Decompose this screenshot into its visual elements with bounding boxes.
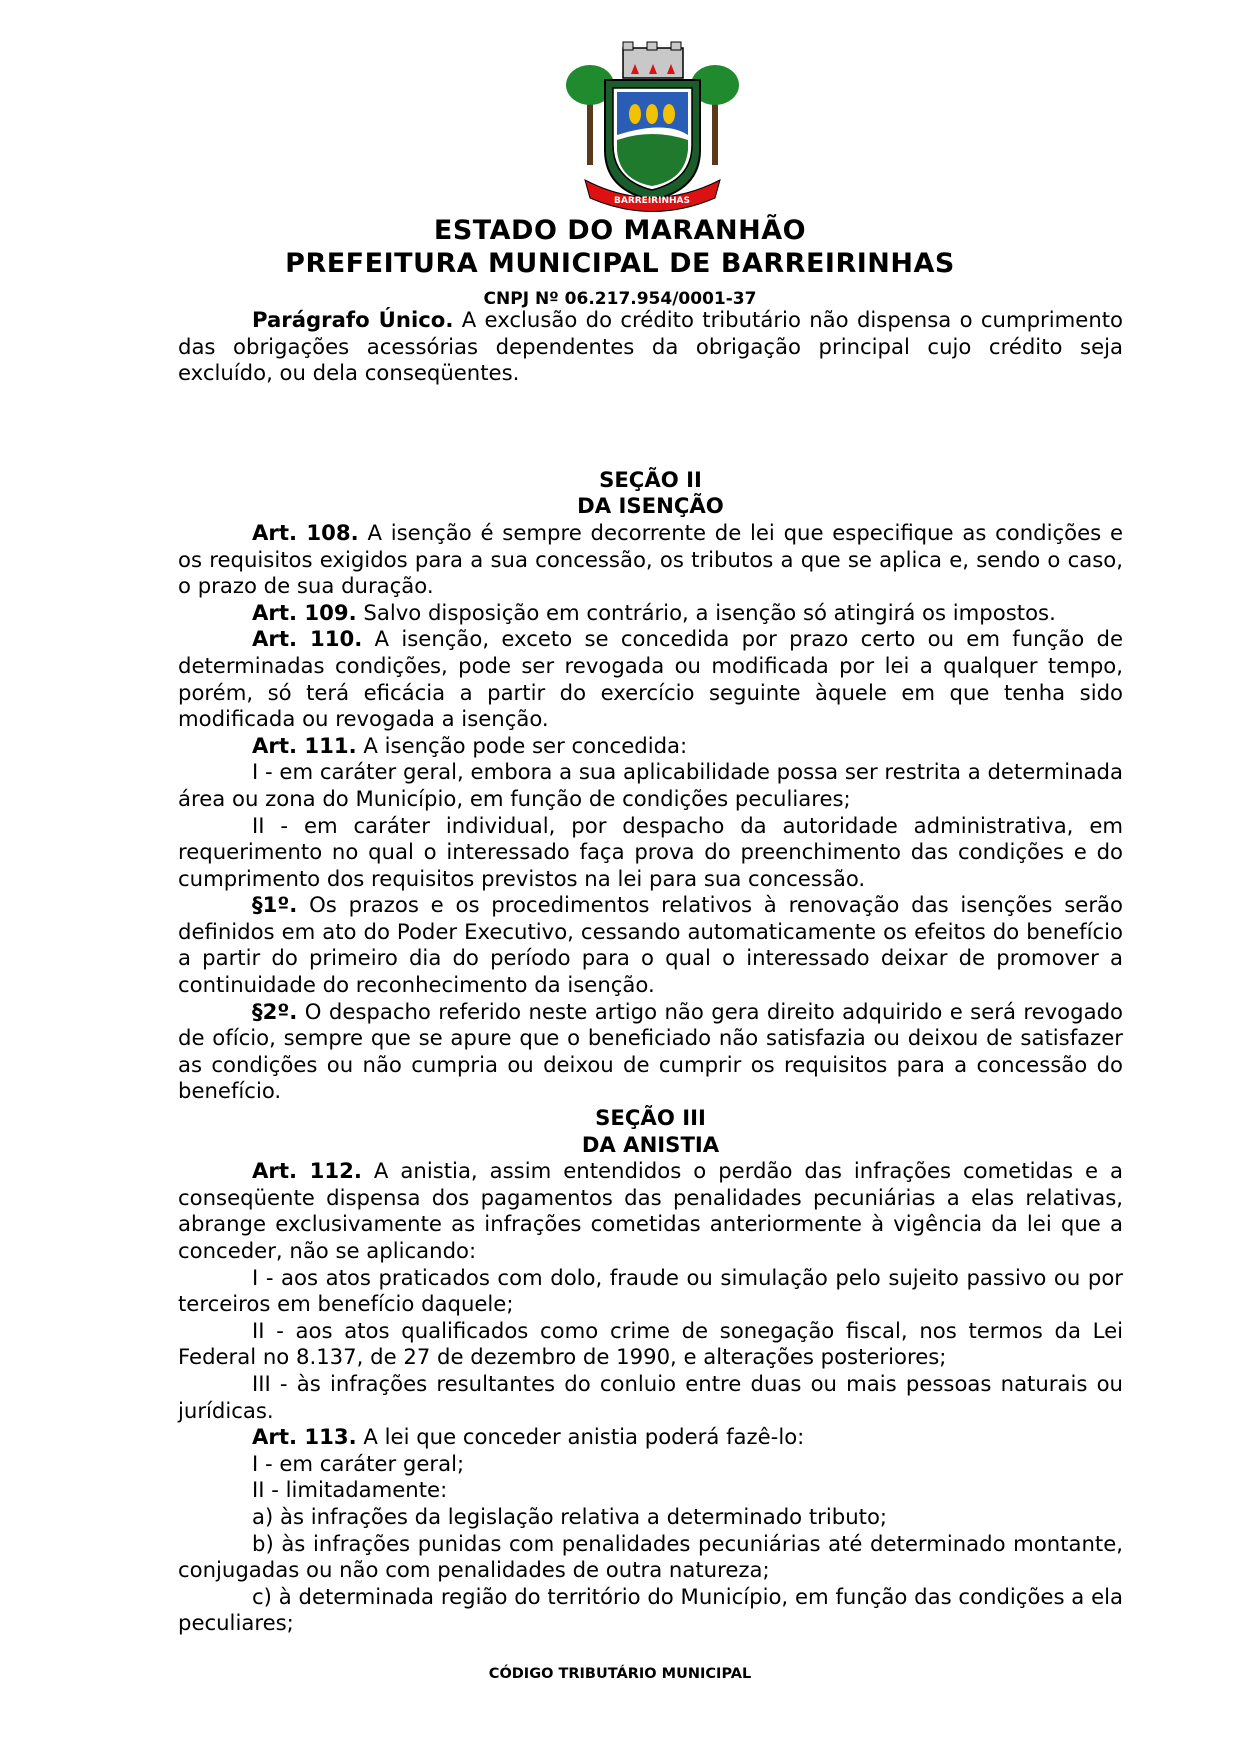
article-paragraph [178, 733, 1123, 760]
article-number: Art. 112. [252, 1158, 362, 1184]
article-text: A isenção é sempre decorrente de lei que especifique as condições e os requisitos exigidos para a sua concessão, os tributos a que se aplica e, sendo o caso, o prazo de sua duração. [178, 519, 1124, 599]
footer-title: CÓDIGO TRIBUTÁRIO MUNICIPAL [488, 1666, 752, 1682]
article-text: O despacho referido neste artigo não gera direito adquirido e será revogado de ofício, sempre que se apure que o beneficiado não satisfazia ou deixou de satisfazer as condições ou não cumpria ou deixou de cumprir os requisitos para a concessão do benefício. [178, 998, 1123, 1104]
section-heading: DA ISENÇÃO [577, 493, 724, 519]
article-text: II - limitadamente: [252, 1477, 448, 1503]
article-number: Art. 108. [252, 519, 359, 545]
article-text: A lei que conceder anistia poderá fazê-lo: [356, 1424, 805, 1450]
article-paragraph [178, 1477, 1123, 1504]
article-paragraph [178, 1371, 1123, 1424]
article-text: A isenção, exceto se concedida por prazo certo ou em função de determinadas condições, pode ser revogada ou modificada por lei a qualquer tempo, porém, só terá eficácia a partir do exercício seguinte àquele em que tenha sido modificada ou revogada a isenção. [178, 626, 1123, 732]
document-body [178, 307, 1123, 1637]
article-paragraph [178, 1318, 1123, 1371]
article-paragraph [178, 759, 1123, 812]
municipal-coat-of-arms [565, 40, 740, 215]
article-text: b) às infrações punidas com penalidades pecuniárias até determinado montante, conjugadas ou não com penalidades de outra natureza; [178, 1530, 1123, 1583]
article-text: I - aos atos praticados com dolo, fraude ou simulação pelo sujeito passivo ou por terceiros em benefício daquele; [178, 1264, 1123, 1317]
article-text: I - em caráter geral, embora a sua aplicabilidade possa ser restrita a determinada área ou zona do Município, em função de condições peculiares; [178, 759, 1123, 811]
section-heading: SEÇÃO III [595, 1105, 706, 1131]
article-paragraph [178, 626, 1123, 732]
svg-text:BARREIRINHAS: BARREIRINHAS [614, 196, 690, 206]
article-text: c) à determinada região do território do Município, em função das condições a ela peculiares; [178, 1583, 1123, 1636]
section-heading: DA ANISTIA [581, 1131, 720, 1157]
article-paragraph [178, 1504, 1123, 1531]
article-paragraph [178, 892, 1123, 998]
article-text: III - às infrações resultantes do conluio entre duas ou mais pessoas naturais ou jurídicas. [178, 1370, 1123, 1423]
city-heading: PREFEITURA MUNICIPAL DE BARREIRINHAS [285, 248, 955, 279]
article-paragraph [178, 600, 1123, 627]
article-text: Salvo disposição em contrário, a isenção só atingirá os impostos. [356, 599, 1056, 625]
article-text: A isenção pode ser concedida: [356, 732, 688, 758]
article-paragraph [178, 813, 1123, 893]
article-paragraph [178, 999, 1123, 1105]
article-text: I - em caráter geral; [252, 1450, 465, 1476]
article-number: §1º. [252, 892, 298, 918]
state-heading: ESTADO DO MARANHÃO [433, 215, 807, 246]
article-paragraph [178, 1531, 1123, 1584]
article-text: II - em caráter individual, por despacho da autoridade administrativa, em requerimento no qual o interessado faça prova do preenchimento das condições e do cumprimento dos requisitos previstos na lei para sua concessão. [178, 812, 1123, 891]
article-paragraph [178, 1158, 1123, 1264]
article-text: a) às infrações da legislação relativa a determinado tributo; [252, 1503, 888, 1529]
section-heading: SEÇÃO II [599, 466, 702, 492]
article-paragraph [178, 1584, 1123, 1637]
cnpj-line: CNPJ Nº 06.217.954/0001-37 [483, 289, 757, 309]
section-spacer [178, 387, 1123, 467]
article-text: A anistia, assim entendidos o perdão das infrações cometidas e a conseqüente dispensa dos pagamentos das penalidades pecuniárias a elas relativas, abrange exclusivamente as infrações cometidas anteriormente à vigência da lei que a conceder, não se aplicando: [178, 1158, 1123, 1263]
article-paragraph [178, 307, 1123, 387]
article-number: §2º. [252, 998, 298, 1024]
article-number: Art. 113. [252, 1424, 357, 1450]
article-paragraph [178, 1424, 1123, 1451]
article-number: Art. 111. [252, 732, 357, 758]
article-paragraph [178, 520, 1123, 600]
article-number: Parágrafo Único. [252, 307, 454, 332]
article-text: A exclusão do crédito tributário não dispensa o cumprimento das obrigações acessórias dependentes da obrigação principal cujo crédito seja excluído, ou dela conseqüentes. [178, 307, 1124, 386]
article-paragraph [178, 1265, 1123, 1318]
article-paragraph [178, 1451, 1123, 1478]
article-text: II - aos atos qualificados como crime de sonegação fiscal, nos termos da Lei Federal no 8.137, de 27 de dezembro de 1990, e alterações posteriores; [178, 1317, 1123, 1370]
article-number: Art. 109. [252, 599, 357, 625]
article-number: Art. 110. [252, 626, 363, 652]
article-text: Os prazos e os procedimentos relativos à renovação das isenções serão definidos em ato do Poder Executivo, cessando automaticamente os efeitos do benefício a partir do primeiro dia do período para o qual o interessado deixar de promover a continuidade do reconhecimento da isenção. [178, 892, 1123, 998]
